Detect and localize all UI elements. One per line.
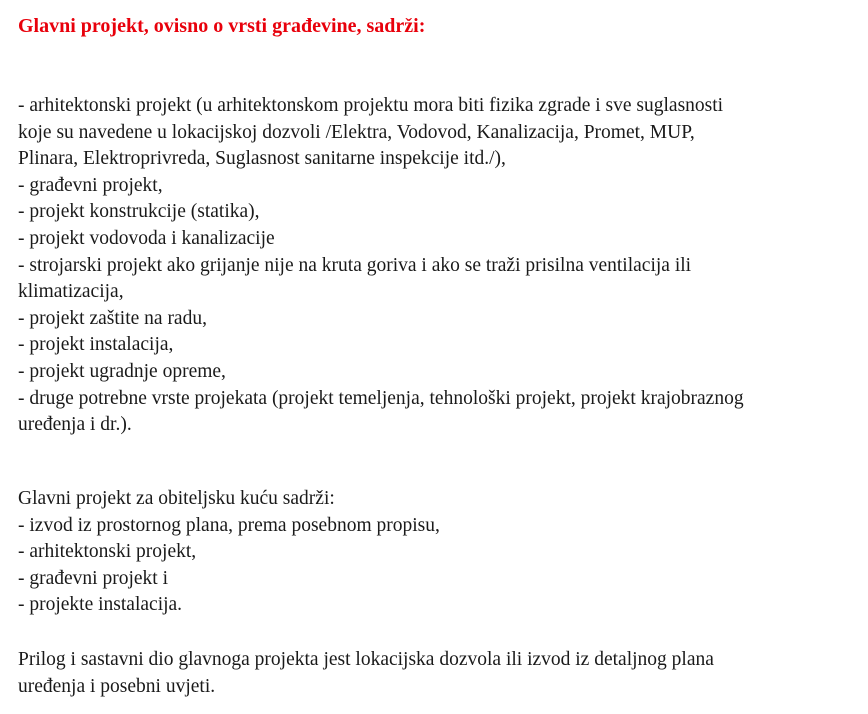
list-line: - arhitektonski projekt (u arhitektonskom projektu mora biti fizika zgrade i sve suglasnosti — [18, 95, 724, 116]
list-line: - projekt konstrukcije (statika), — [18, 201, 260, 223]
list-line: - izvod iz prostornog plana, prema posebnom propisu, — [18, 514, 440, 536]
list-line: - projekt zaštite na radu, — [18, 307, 207, 329]
list-line: - arhitektonski projekt, — [18, 541, 197, 563]
list-line: - projekt ugradnje opreme, — [18, 360, 226, 382]
closing-paragraph — [18, 647, 868, 700]
list-line: - projekte instalacija. — [18, 594, 183, 616]
list-line: - građevni projekt, — [18, 174, 163, 196]
list-line: - građevni projekt i — [18, 567, 168, 589]
main-project-contents-list — [18, 93, 868, 439]
paragraph-line: Prilog i sastavni dio glavnoga projekta jest lokacijska dozvola ili izvod iz detaljnog plana — [18, 649, 714, 670]
family-house-contents-list — [18, 486, 868, 619]
list-line: - druge potrebne vrste projekata (projekt temeljenja, tehnološki projekt, projekt krajobraznog — [18, 387, 744, 409]
list-line: - strojarski projekt ako grijanje nije na kruta goriva i ako se traži prisilna ventilacija ili — [18, 254, 692, 276]
document-heading: Glavni projekt, ovisno o vrsti građevine, sadrži: — [18, 15, 426, 37]
list-line: - projekt instalacija, — [18, 334, 174, 356]
list-line: Plinara, Elektroprivreda, Suglasnost sanitarne inspekcije itd./), — [18, 148, 506, 170]
document-page — [18, 0, 868, 714]
list-line: - projekt vodovoda i kanalizacije — [18, 227, 275, 249]
list-intro: Glavni projekt za obiteljsku kuću sadrži: — [18, 488, 335, 509]
paragraph-line: uređenja i posebni uvjeti. — [18, 675, 216, 697]
list-line: uređenja i dr.). — [18, 414, 132, 436]
list-line: koje su navedene u lokacijskoj dozvoli /Elektra, Vodovod, Kanalizacija, Promet, MUP, — [18, 121, 695, 143]
list-line: klimatizacija, — [18, 281, 124, 303]
